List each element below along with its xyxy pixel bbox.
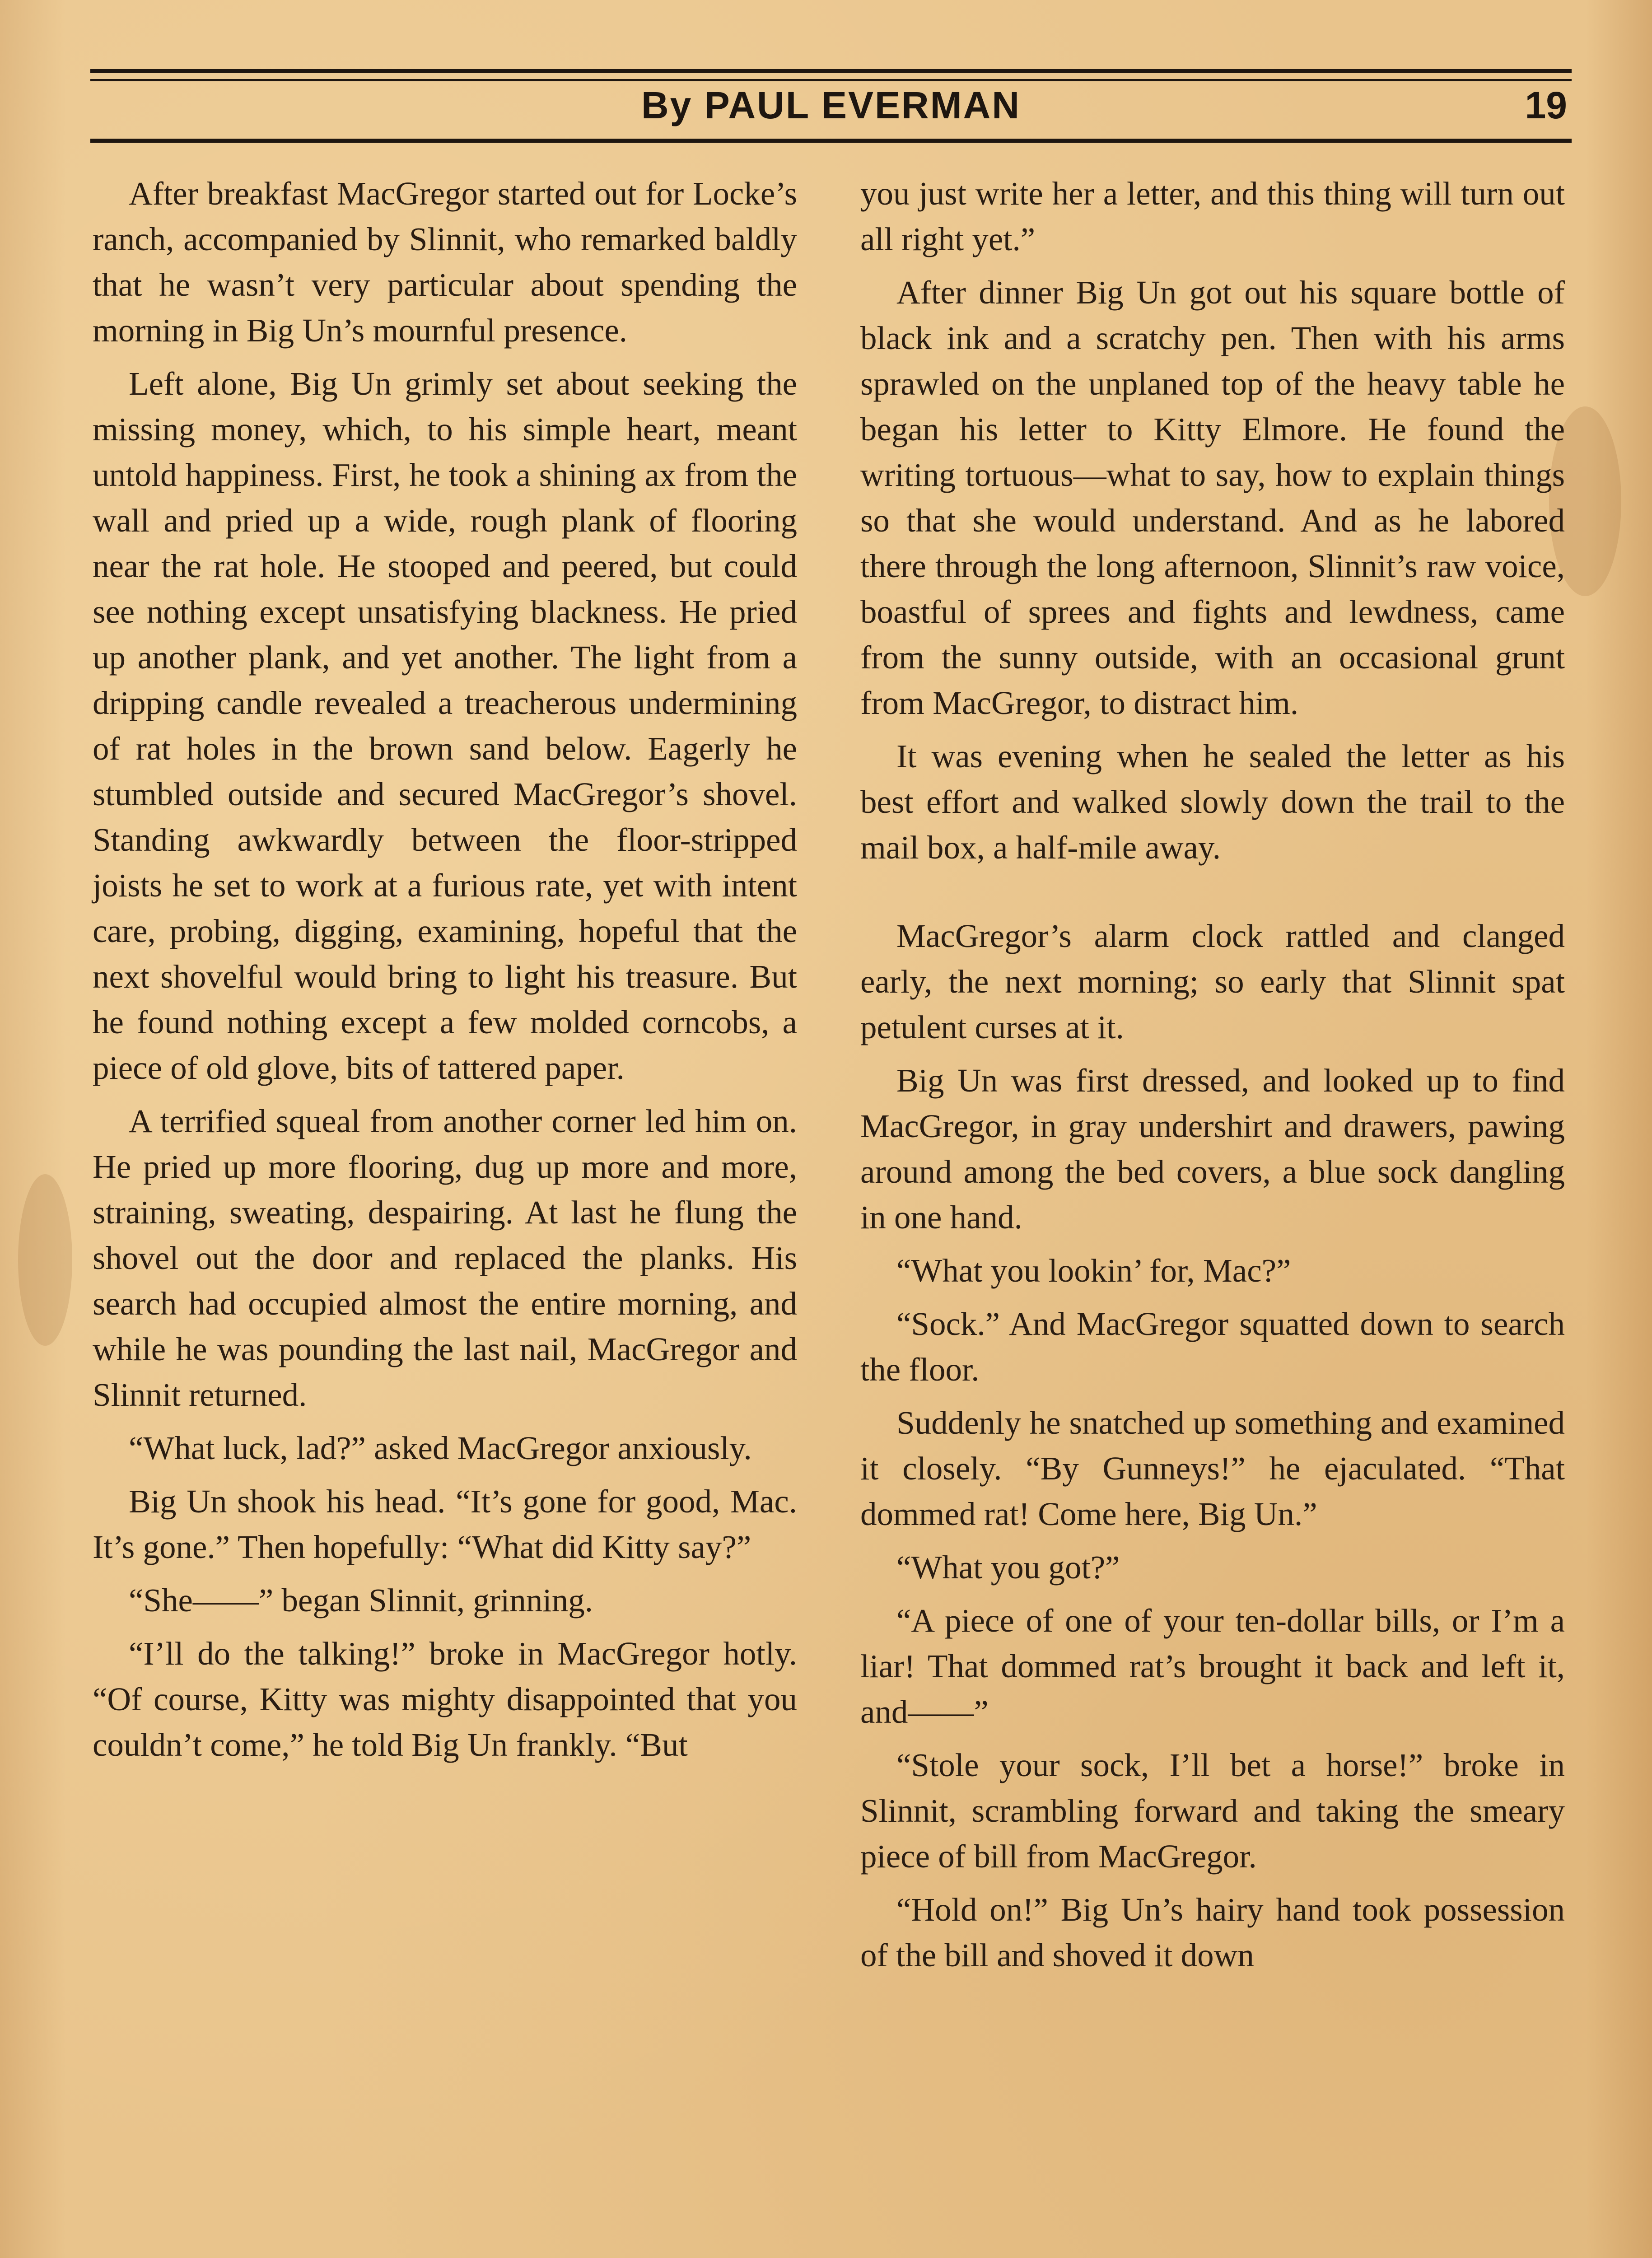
paragraph: “Sock.” And MacGregor squatted down to search the floor. bbox=[860, 1306, 1565, 1388]
paper-stain bbox=[18, 1174, 72, 1346]
paragraph: After dinner Big Un got out his square bottle of black ink and a scratchy pen. Then with his arms sprawled on the unplaned top of the heavy table he began his letter to Kitty Elmore. He found the writing tortuous—what to say, how to explain things so that she would understand. And as he labored there through the long afternoon, Slinnit’s raw voice, boastful of sprees and fights and lewdness, came from the sunny outside, with an occasional grunt from MacGregor, to distract him. bbox=[860, 274, 1565, 721]
paragraph: “I’ll do the talking!” broke in MacGregor hotly. “Of course, Kitty was mighty disappointed that you couldn’t come,” he told Big Un frankly. “But bbox=[93, 1635, 797, 1763]
paragraph: Suddenly he snatched up something and examined it closely. “By Gunneys!” he ejaculated. “That dommed rat! Come here, Big Un.” bbox=[860, 1404, 1565, 1532]
right-text-column bbox=[860, 171, 1565, 1986]
paragraph: Left alone, Big Un grimly set about seeking the missing money, which, to his simple heart, meant untold happiness. First, he took a shining ax from the wall and pried up a wide, rough plank of flooring near the rat hole. He stooped and peered, but could see nothing except unsatisfying blackness. He pried up another plank, and yet another. The light from a dripping candle revealed a treacherous undermining of rat holes in the brown sand below. Eagerly he stumbled outside and secured MacGregor’s shovel. Standing awkwardly between the floor-stripped joists he set to work at a furious rate, yet with intent care, probing, digging, examining, hopeful that the next shovelful would bring to light his treasure. But he found nothing except a few molded corncobs, a piece of old glove, bits of tattered paper. bbox=[93, 365, 797, 1086]
paragraph: Big Un shook his head. “It’s gone for good, Mac. It’s gone.” Then hopefully: “What did Kitty say?” bbox=[93, 1483, 797, 1565]
paragraph: After breakfast MacGregor started out for Locke’s ranch, accompanied by Slinnit, who remarked baldly that he wasn’t very particular about spending the morning in Big Un’s mournful presence. bbox=[93, 175, 797, 349]
section-break-paragraph: MacGregor’s alarm clock rattled and clanged early, the next morning; so early that Slinnit spat petulent curses at it. bbox=[860, 918, 1565, 1045]
paragraph: “What you lookin’ for, Mac?” bbox=[896, 1252, 1291, 1289]
paragraph: A terrified squeal from another corner led him on. He pried up more flooring, dug up more and more, straining, sweating, despairing. At last he flung the shovel out the door and replaced the planks. His search had occupied almost the entire morning, and while he was pounding the last nail, MacGregor and Slinnit returned. bbox=[93, 1103, 797, 1413]
page-number: 19 bbox=[1525, 84, 1567, 126]
paragraph: “What luck, lad?” asked MacGregor anxiously. bbox=[129, 1430, 752, 1466]
paragraph: you just write her a letter, and this thing will turn out all right yet.” bbox=[860, 175, 1565, 257]
left-text-column bbox=[93, 171, 797, 1775]
paragraph: “Hold on!” Big Un’s hairy hand took possession of the bill and shoved it down bbox=[860, 1891, 1565, 1973]
paragraph: “What you got?” bbox=[896, 1549, 1120, 1586]
running-header bbox=[90, 56, 1572, 147]
author-byline: By PAUL EVERMAN bbox=[641, 84, 1021, 126]
paragraph: “Stole your sock, I’ll bet a horse!” broke in Slinnit, scrambling forward and taking the smeary piece of bill from MacGregor. bbox=[860, 1747, 1565, 1875]
paragraph: “She——” began Slinnit, grinning. bbox=[129, 1582, 593, 1619]
header-top-rule bbox=[90, 69, 1572, 73]
paragraph: Big Un was first dressed, and looked up to find MacGregor, in gray undershirt and drawers, pawing around among the bed covers, a blue sock dangling in one hand. bbox=[860, 1062, 1565, 1236]
header-bottom-rule bbox=[90, 139, 1572, 143]
paragraph: It was evening when he sealed the letter as his best effort and walked slowly down the trail to the mail box, a half-mile away. bbox=[860, 738, 1565, 866]
paragraph: “A piece of one of your ten-dollar bills, or I’m a liar! That dommed rat’s brought it back and left it, and——” bbox=[860, 1602, 1565, 1730]
header-top-thin-rule bbox=[90, 79, 1572, 81]
